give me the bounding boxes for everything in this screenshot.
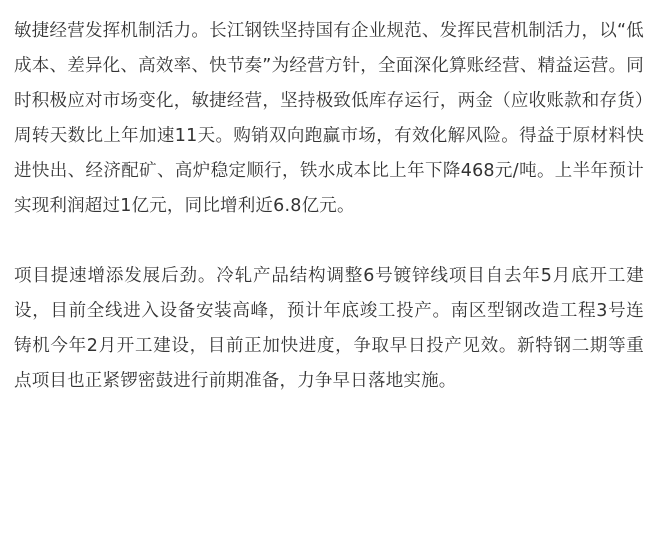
paragraph-2: 项目提速增添发展后劲。冷轧产品结构调整6号镀锌线项目自去年5月底开工建设，目前全线进入设备安装高峰，预计年底竣工投产。南区型钢改造工程3号连铸机今年2月开工建设，目前正加快进度，争取早日投产见效。新特钢二期等重点项目也正紧锣密鼓进行前期准备，力争早日落地实施。 xyxy=(14,266,644,391)
paragraph-1: 敏捷经营发挥机制活力。长江钢铁坚持国有企业规范、发挥民营机制活力，以“低成本、差异化、高效率、快节奏”为经营方针，全面深化算账经营、精益运营。同时积极应对市场变化，敏捷经营，坚持极致低库存运行，两金（应收账款和存货）周转天数比上年加速11天。购销双向跑赢市场，有效化解风险。得益于原材料快进快出、经济配矿、高炉稳定顺行，铁水成本比上年下降468元/吨。上半年预计实现利润超过1亿元，同比增利近6.8亿元。 xyxy=(14,21,644,216)
